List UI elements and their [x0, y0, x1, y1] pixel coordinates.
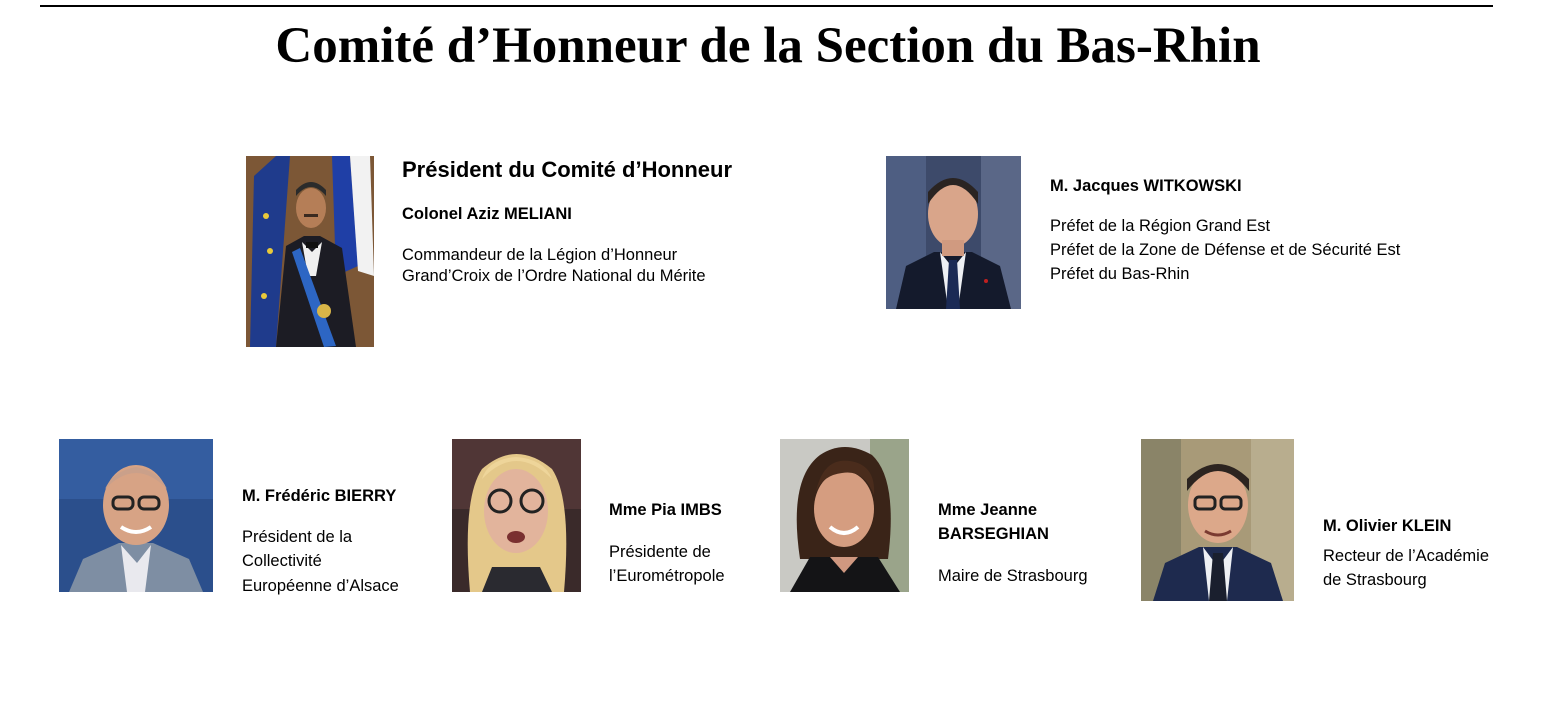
photo-klein — [1141, 439, 1294, 601]
photo-prefet — [886, 156, 1021, 309]
photo-bierry — [59, 439, 213, 592]
president-name: Colonel Aziz MELIANI — [402, 205, 572, 223]
president-honor-1: Commandeur de la Légion d’Honneur — [402, 246, 678, 264]
bierry-name: M. Frédéric BIERRY — [242, 487, 397, 505]
top-rule — [40, 5, 1493, 7]
photo-barseghian — [780, 439, 909, 592]
page-title: Comité d’Honneur de la Section du Bas-Rhin — [275, 18, 1261, 74]
prefet-title-1: Préfet de la Région Grand Est — [1050, 217, 1271, 235]
prefet-name: M. Jacques WITKOWSKI — [1050, 177, 1242, 195]
barseghian-title-1: Maire de Strasbourg — [938, 567, 1088, 585]
bierry-title-3: Européenne d’Alsace — [242, 577, 399, 595]
imbs-title-2: l’Eurométropole — [609, 567, 725, 585]
klein-title-1: Recteur de l’Académie — [1323, 547, 1489, 565]
klein-title-2: de Strasbourg — [1323, 571, 1427, 589]
prefet-title-2: Préfet de la Zone de Défense et de Sécurité Est — [1050, 241, 1401, 259]
imbs-name: Mme Pia IMBS — [609, 501, 722, 519]
klein-name: M. Olivier KLEIN — [1323, 517, 1452, 535]
barseghian-name-2: BARSEGHIAN — [938, 525, 1049, 543]
photo-imbs — [452, 439, 581, 592]
prefet-title-3: Préfet du Bas-Rhin — [1050, 265, 1190, 283]
barseghian-name-1: Mme Jeanne — [938, 501, 1038, 519]
photo-president — [246, 156, 374, 347]
bierry-title-2: Collectivité — [242, 552, 322, 570]
president-role-title: Président du Comité d’Honneur — [402, 157, 733, 182]
imbs-title-1: Présidente de — [609, 543, 711, 561]
president-honor-2: Grand’Croix de l’Ordre National du Mérite — [402, 267, 706, 285]
bierry-title-1: Président de la — [242, 528, 353, 546]
